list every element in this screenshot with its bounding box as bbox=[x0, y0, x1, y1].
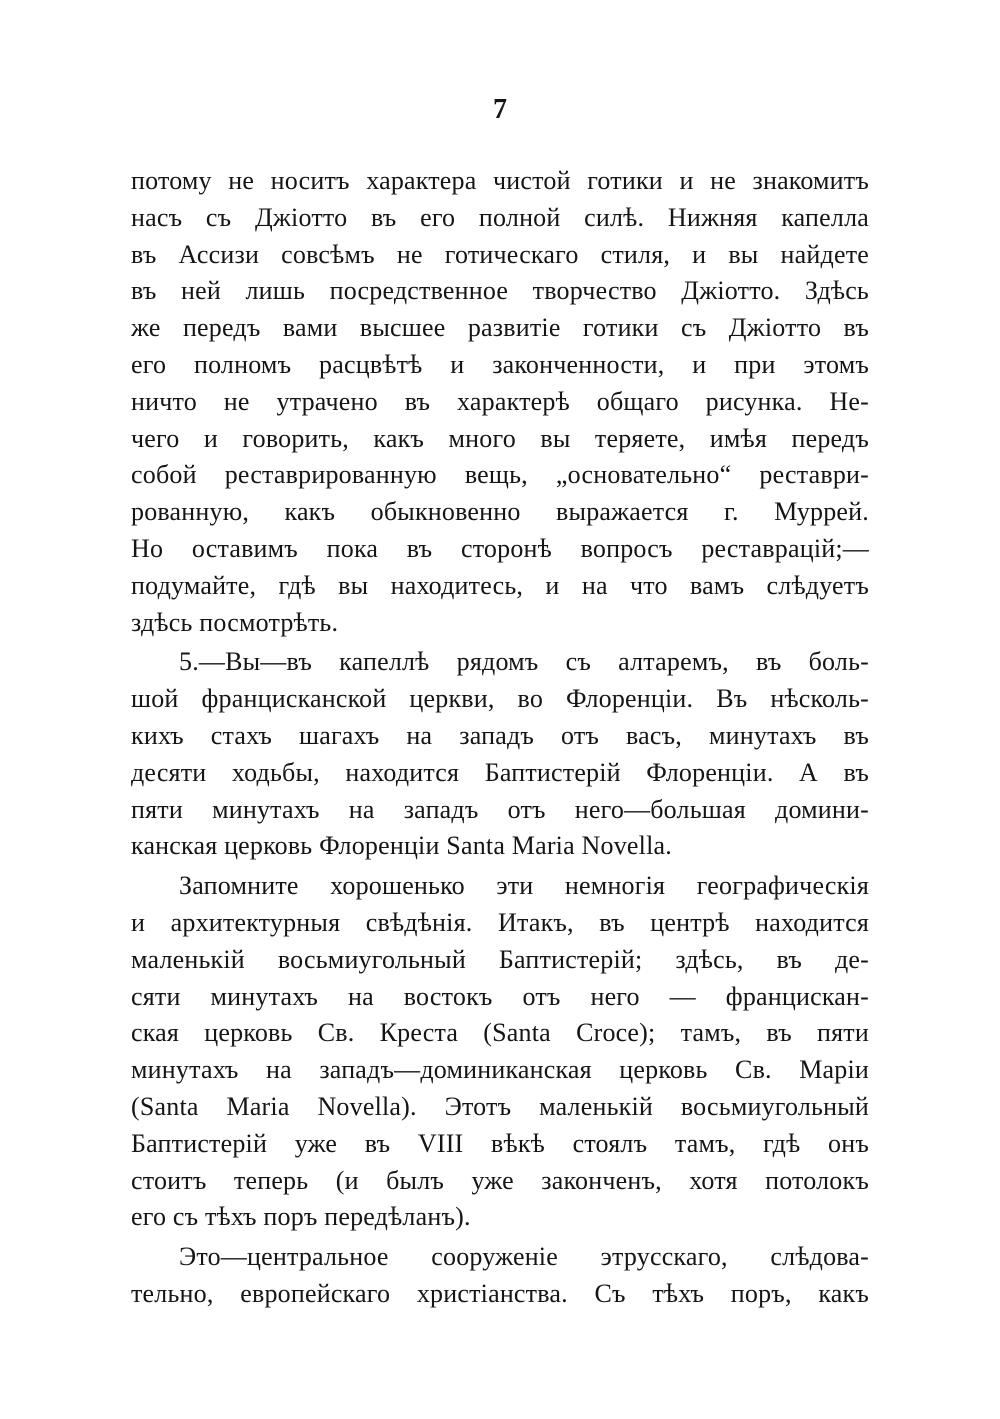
text-line: рованную, какъ обыкновенно выражается г. Муррей. bbox=[131, 497, 869, 527]
text-line: и архитектурныя свѣдѣнія. Итакъ, въ центрѣ находится bbox=[131, 907, 869, 937]
text-line: шой францисканской церкви, во Флоренціи. Въ нѣсколь- bbox=[131, 684, 869, 714]
text-line: его полномъ расцвѣтѣ и законченности, и при этомъ bbox=[131, 349, 869, 379]
text-line: маленькій восьмиугольный Баптистерій; здѣсь, въ де- bbox=[131, 944, 869, 974]
text-line: потому не носитъ характера чистой готики и не знакомитъ bbox=[131, 166, 869, 195]
text-line: въ Ассизи совсѣмъ не готическаго стиля, и вы найдете bbox=[131, 239, 869, 269]
text-line: стоитъ теперь (и былъ уже законченъ, хотя потолокъ bbox=[131, 1165, 869, 1195]
text-line: его съ тѣхъ поръ передѣланъ). bbox=[131, 1202, 471, 1232]
text-line: 5.—Вы—въ капеллѣ рядомъ съ алтаремъ, въ боль- bbox=[179, 647, 869, 677]
text-line: ничто не утрачено въ характерѣ общаго рисунка. Не- bbox=[131, 386, 869, 416]
page-number: 7 bbox=[493, 94, 507, 125]
text-line: (Santa Maria Novella). Этотъ маленькій восьмиугольный bbox=[131, 1091, 869, 1121]
text-line: здѣсь посмотрѣть. bbox=[131, 607, 339, 637]
text-line: собой реставрированную вещь, „основательно“ реставри- bbox=[131, 460, 869, 490]
body-text bbox=[131, 163, 869, 1313]
text-line: Но оставимъ пока въ сторонѣ вопросъ реставрацій;— bbox=[131, 533, 869, 563]
text-line: пяти минутахъ на западъ отъ него—большая домини- bbox=[131, 794, 869, 824]
text-line: сяти минутахъ на востокъ отъ него — францискан- bbox=[131, 981, 869, 1011]
text-line: канская церковь Флоренціи Santa Maria Novella. bbox=[131, 831, 672, 861]
text-line: въ ней лишь посредственное творчество Джіотто. Здѣсь bbox=[131, 276, 869, 306]
paragraph-2 bbox=[131, 644, 869, 865]
text-line: десяти ходьбы, находится Баптистерій Флоренціи. А въ bbox=[131, 757, 869, 787]
text-line: Это—центральное сооруженіе этрусскаго, слѣдова- bbox=[179, 1242, 869, 1272]
text-line: минутахъ на западъ—доминиканская церковь Св. Маріи bbox=[131, 1055, 869, 1085]
text-line: чего и говорить, какъ много вы теряете, имѣя передъ bbox=[131, 423, 869, 453]
text-line: подумайте, гдѣ вы находитесь, и на что вамъ слѣдуетъ bbox=[131, 570, 869, 600]
text-line: Запомните хорошенько эти немногія географическія bbox=[179, 871, 869, 901]
paragraph-4 bbox=[131, 1239, 869, 1313]
text-line: кихъ стахъ шагахъ на западъ отъ васъ, минутахъ въ bbox=[131, 720, 869, 750]
paragraph-3 bbox=[131, 868, 869, 1236]
text-line: насъ съ Джіотто въ его полной силѣ. Нижняя капелла bbox=[131, 202, 869, 232]
text-line: Баптистерій уже въ VIII вѣкѣ стоялъ тамъ, гдѣ онъ bbox=[131, 1128, 869, 1158]
text-line: ская церковь Св. Креста (Santa Croce); тамъ, въ пяти bbox=[131, 1018, 869, 1048]
paragraph-1 bbox=[131, 163, 869, 641]
text-line: же передъ вами высшее развитіе готики съ Джіотто въ bbox=[131, 313, 869, 343]
text-line: тельно, европейскаго христіанства. Съ тѣхъ поръ, какъ bbox=[131, 1278, 869, 1308]
